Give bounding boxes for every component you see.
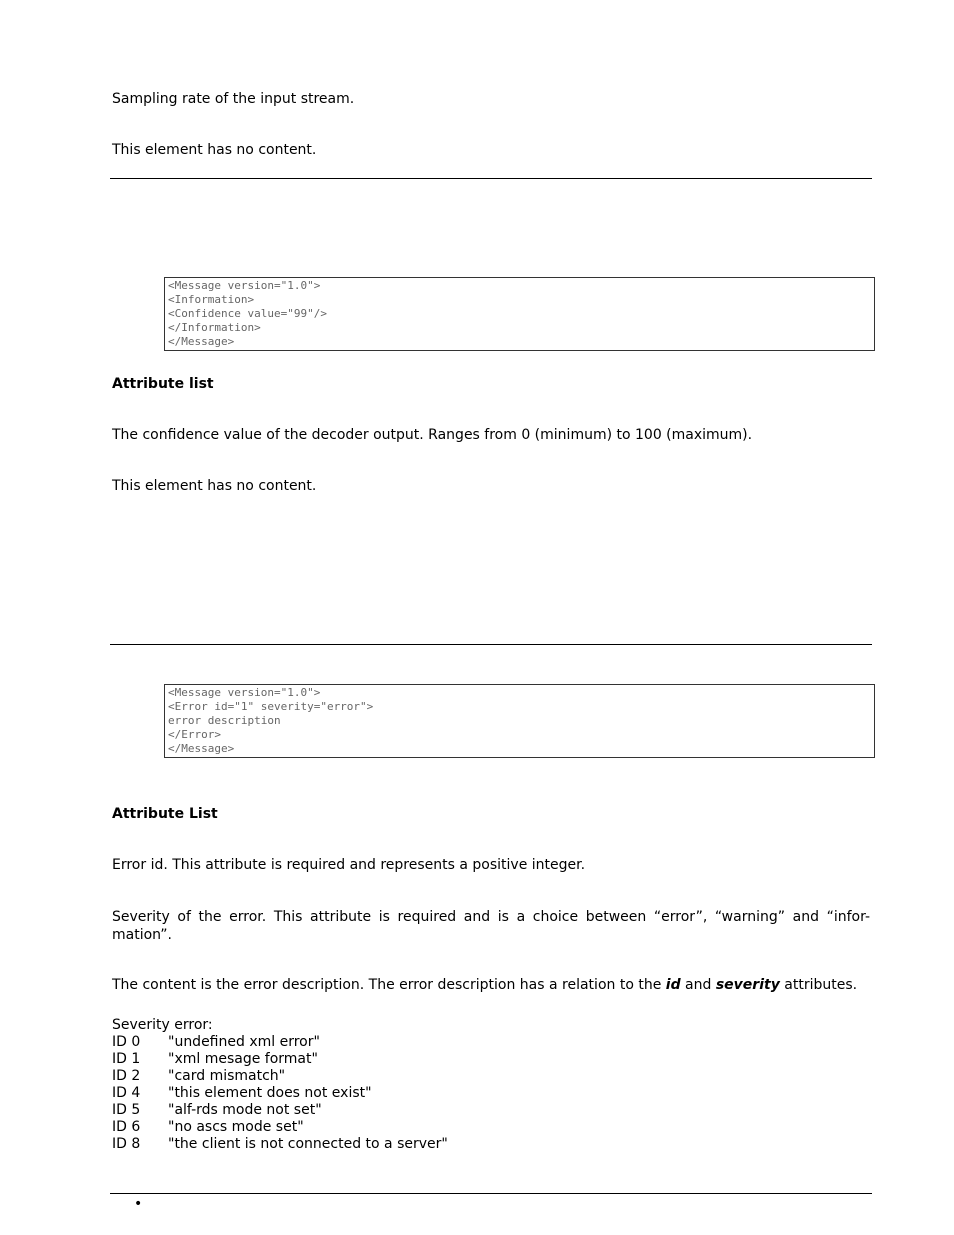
error-content-text (112, 977, 857, 994)
error-message: "card mismatch" (168, 1068, 286, 1084)
code-line: <Error id="1" severity="error"> (168, 700, 374, 713)
error-message: "xml mesage format" (168, 1051, 318, 1067)
code-line: </Message> (168, 742, 235, 755)
error-id: ID 4 (112, 1085, 141, 1101)
footer-divider (110, 1193, 872, 1194)
no-content-text: This element has no content. (112, 142, 317, 158)
error-message: "this element does not exist" (168, 1085, 372, 1101)
error-id: ID 2 (112, 1068, 141, 1084)
error-id: ID 1 (112, 1051, 141, 1067)
attribute-list-heading: Attribute List (112, 806, 218, 822)
error-message: "no ascs mode set" (168, 1119, 304, 1135)
code-line: <Information> (168, 293, 255, 306)
code-line: </Information> (168, 321, 261, 334)
code-line: <Confidence value="99"/> (168, 307, 327, 320)
code-line: error description (168, 714, 281, 727)
code-line: </Error> (168, 728, 221, 741)
sampling-rate-text: Sampling rate of the input stream. (112, 91, 355, 107)
no-content-text: This element has no content. (112, 478, 317, 494)
error-id-row (112, 1034, 320, 1051)
content-suffix: attributes. (779, 977, 858, 993)
error-id-row (112, 1051, 318, 1068)
code-line: </Message> (168, 335, 235, 348)
error-id: ID 6 (112, 1119, 141, 1135)
severity-text: Severity of the error. This attribute is required and is a choice between “error”, “warning” and “infor-mation”. (112, 909, 870, 943)
error-id-row (112, 1085, 372, 1102)
section-divider (110, 178, 872, 179)
content-id-term: id (665, 977, 681, 993)
code-line: <Message version="1.0"> (168, 686, 321, 699)
severity-error-title: Severity error: (112, 1017, 213, 1033)
error-code-example (164, 684, 875, 758)
content-severity-term: severity (715, 977, 780, 993)
confidence-value-text: The confidence value of the decoder output. Ranges from 0 (minimum) to 100 (maximum). (112, 427, 753, 443)
content-prefix: The content is the error description. The error description has a relation to the (112, 977, 666, 993)
error-id-text: Error id. This attribute is required and represents a positive integer. (112, 857, 586, 873)
error-message: "alf-rds mode not set" (168, 1102, 322, 1118)
content-and: and (680, 977, 716, 993)
error-message: "the client is not connected to a server" (168, 1136, 448, 1152)
error-id: ID 5 (112, 1102, 141, 1118)
error-id-row (112, 1068, 285, 1085)
attribute-list-heading: Attribute list (112, 376, 214, 392)
error-id-row (112, 1119, 304, 1136)
confidence-code-example (164, 277, 875, 351)
error-id-row (112, 1136, 448, 1153)
section-divider (110, 644, 872, 645)
code-line: <Message version="1.0"> (168, 279, 321, 292)
error-message: "undefined xml error" (168, 1034, 320, 1050)
error-id: ID 0 (112, 1034, 141, 1050)
error-id-row (112, 1102, 322, 1119)
footer-bullet: • (134, 1196, 143, 1212)
error-id: ID 8 (112, 1136, 141, 1152)
